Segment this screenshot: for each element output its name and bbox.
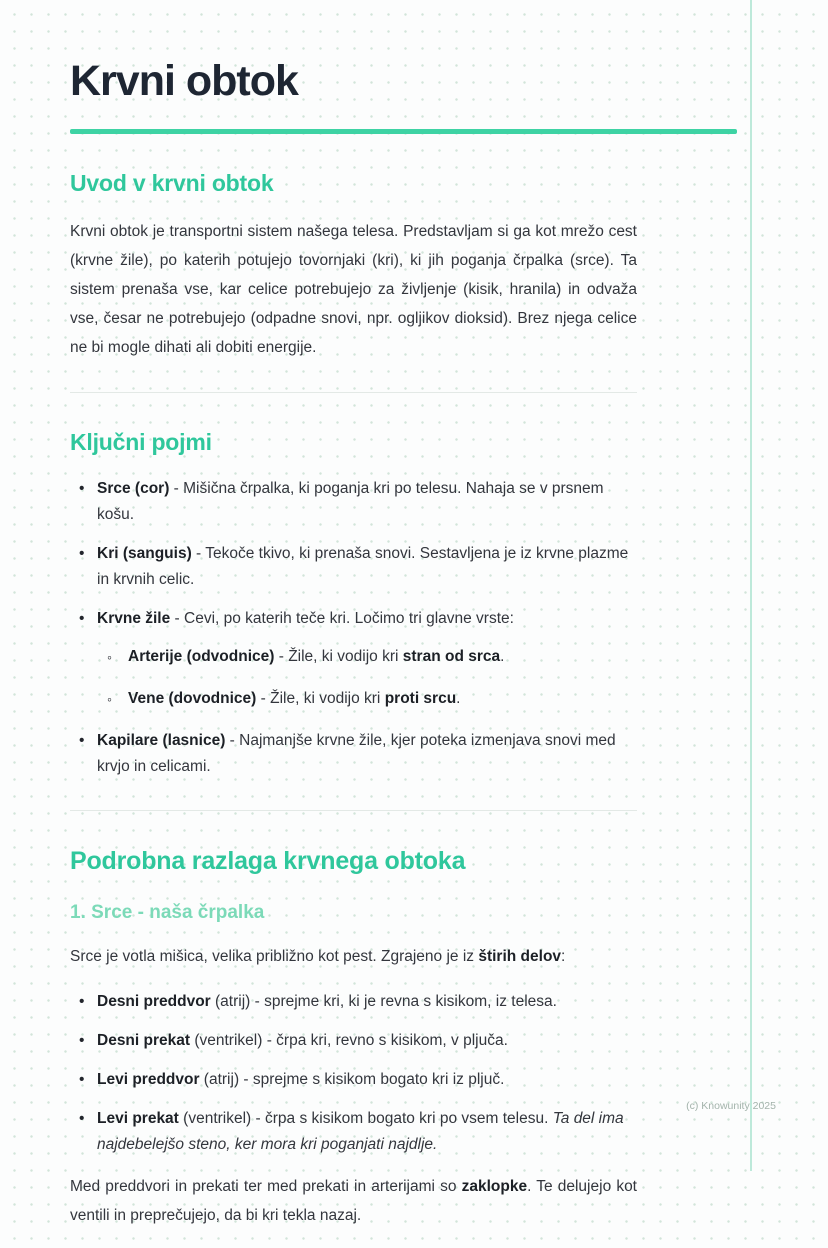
list-item: [70, 1106, 637, 1158]
section-divider: [70, 392, 637, 393]
list-item: [70, 476, 637, 528]
heart-parts-list: [70, 989, 637, 1158]
section-intro: [70, 170, 637, 362]
list-item: [70, 541, 637, 593]
key-terms-heading: Ključni pojmi: [70, 429, 212, 456]
notebook-margin-line: [750, 0, 752, 1171]
paragraph-text: . Te delujejo kot ventili in preprečujejo, da bi kri tekla nazaj.: [70, 1178, 637, 1225]
term-label: Levi prekat: [97, 1110, 179, 1128]
term-label: Levi preddvor: [97, 1071, 200, 1089]
paragraph-text: :: [561, 948, 566, 966]
list-item: [97, 644, 637, 670]
term-description: - Najmanjše krvne žile, kjer poteka izmenjava snovi med krvjo in celicami.: [97, 732, 616, 776]
list-item: [70, 606, 637, 712]
page-title: Krvni obtok: [70, 57, 298, 105]
term-description: - Mišična črpalka, ki poganja kri po telesu. Nahaja se v prsnem košu.: [97, 480, 604, 524]
term-description: - Tekoče tkivo, ki prenaša snovi. Sestavljena je iz krvne plazme in krvnih celic.: [97, 545, 629, 589]
term-description: .: [500, 648, 505, 666]
term-label: Desni prekat: [97, 1032, 191, 1050]
emphasis-text: proti srcu: [384, 690, 457, 708]
term-description: (ventrikel) - črpa s kisikom bogato kri po vsem telesu.: [178, 1110, 553, 1128]
term-description: (ventrikel) - črpa kri, revno s kisikom, v pljuča.: [190, 1032, 508, 1050]
term-description: - Cevi, po katerih teče kri. Ločimo tri glavne vrste:: [170, 610, 514, 628]
section-detailed: [70, 847, 637, 1230]
list-item: [70, 728, 637, 780]
term-description: (atrij) - sprejme kri, ki je revna s kisikom, iz telesa.: [210, 993, 557, 1011]
intro-paragraph: Krvni obtok je transportni sistem našega telesa. Predstavljam si ga kot mrežo cest (krvne žile), po katerih potujejo tovornjaki (kri), ki jih poganja črpalka (srce). Ta sistem prenaša vse, kar celice potrebujejo za življenje (kisik, hranila) in odvaža vse, česar ne potrebujejo (odpadne snovi, npr. ogljikov dioksid). Brez njega celice ne bi mogle dihati ali dobiti energije.: [70, 223, 637, 357]
title-underline: [70, 129, 737, 134]
term-label: Arterije (odvodnice): [128, 648, 275, 666]
heart-intro-paragraph: [70, 942, 637, 971]
vessel-types-list: [97, 644, 637, 712]
paragraph-text: Med preddvori in prekati ter med prekati in arterijami so: [70, 1178, 462, 1196]
term-description: .: [456, 690, 461, 708]
term-label: Vene (dovodnice): [128, 690, 257, 708]
emphasis-text: stran od srca: [402, 648, 501, 666]
term-label: Krvne žile: [97, 610, 171, 628]
document-page: [70, 58, 637, 1248]
term-label: Kri (sanguis): [97, 545, 192, 563]
section-key-terms: [70, 429, 637, 780]
term-label: Srce (cor): [97, 480, 170, 498]
term-label: Kapilare (lasnice): [97, 732, 226, 750]
italic-note: Ta del ima najdebelejšo steno, ker mora kri poganjati najdlje.: [97, 1110, 624, 1154]
copyright: (c) Knowunity 2025: [686, 1100, 776, 1112]
key-terms-list: [70, 476, 637, 780]
list-item: [70, 1028, 637, 1054]
term-description: - Žile, ki vodijo kri: [256, 690, 385, 708]
valves-paragraph: [70, 1172, 637, 1230]
list-item: [70, 989, 637, 1015]
intro-heading: Uvod v krvni obtok: [70, 170, 274, 197]
heart-sub-heading: 1. Srce - naša črpalka: [70, 902, 265, 924]
list-item: [70, 1067, 637, 1093]
paragraph-text: Srce je votla mišica, velika približno kot pest. Zgrajeno je iz: [70, 948, 479, 966]
list-item: [97, 686, 637, 712]
term-description: (atrij) - sprejme s kisikom bogato kri iz pljuč.: [199, 1071, 505, 1089]
section-divider: [70, 810, 637, 811]
term-label: Desni preddvor: [97, 993, 211, 1011]
term-description: - Žile, ki vodijo kri: [274, 648, 403, 666]
detailed-heading: Podrobna razlaga krvnega obtoka: [70, 847, 466, 876]
emphasis-text: zaklopke: [461, 1178, 528, 1196]
emphasis-text: štirih delov: [478, 948, 562, 966]
